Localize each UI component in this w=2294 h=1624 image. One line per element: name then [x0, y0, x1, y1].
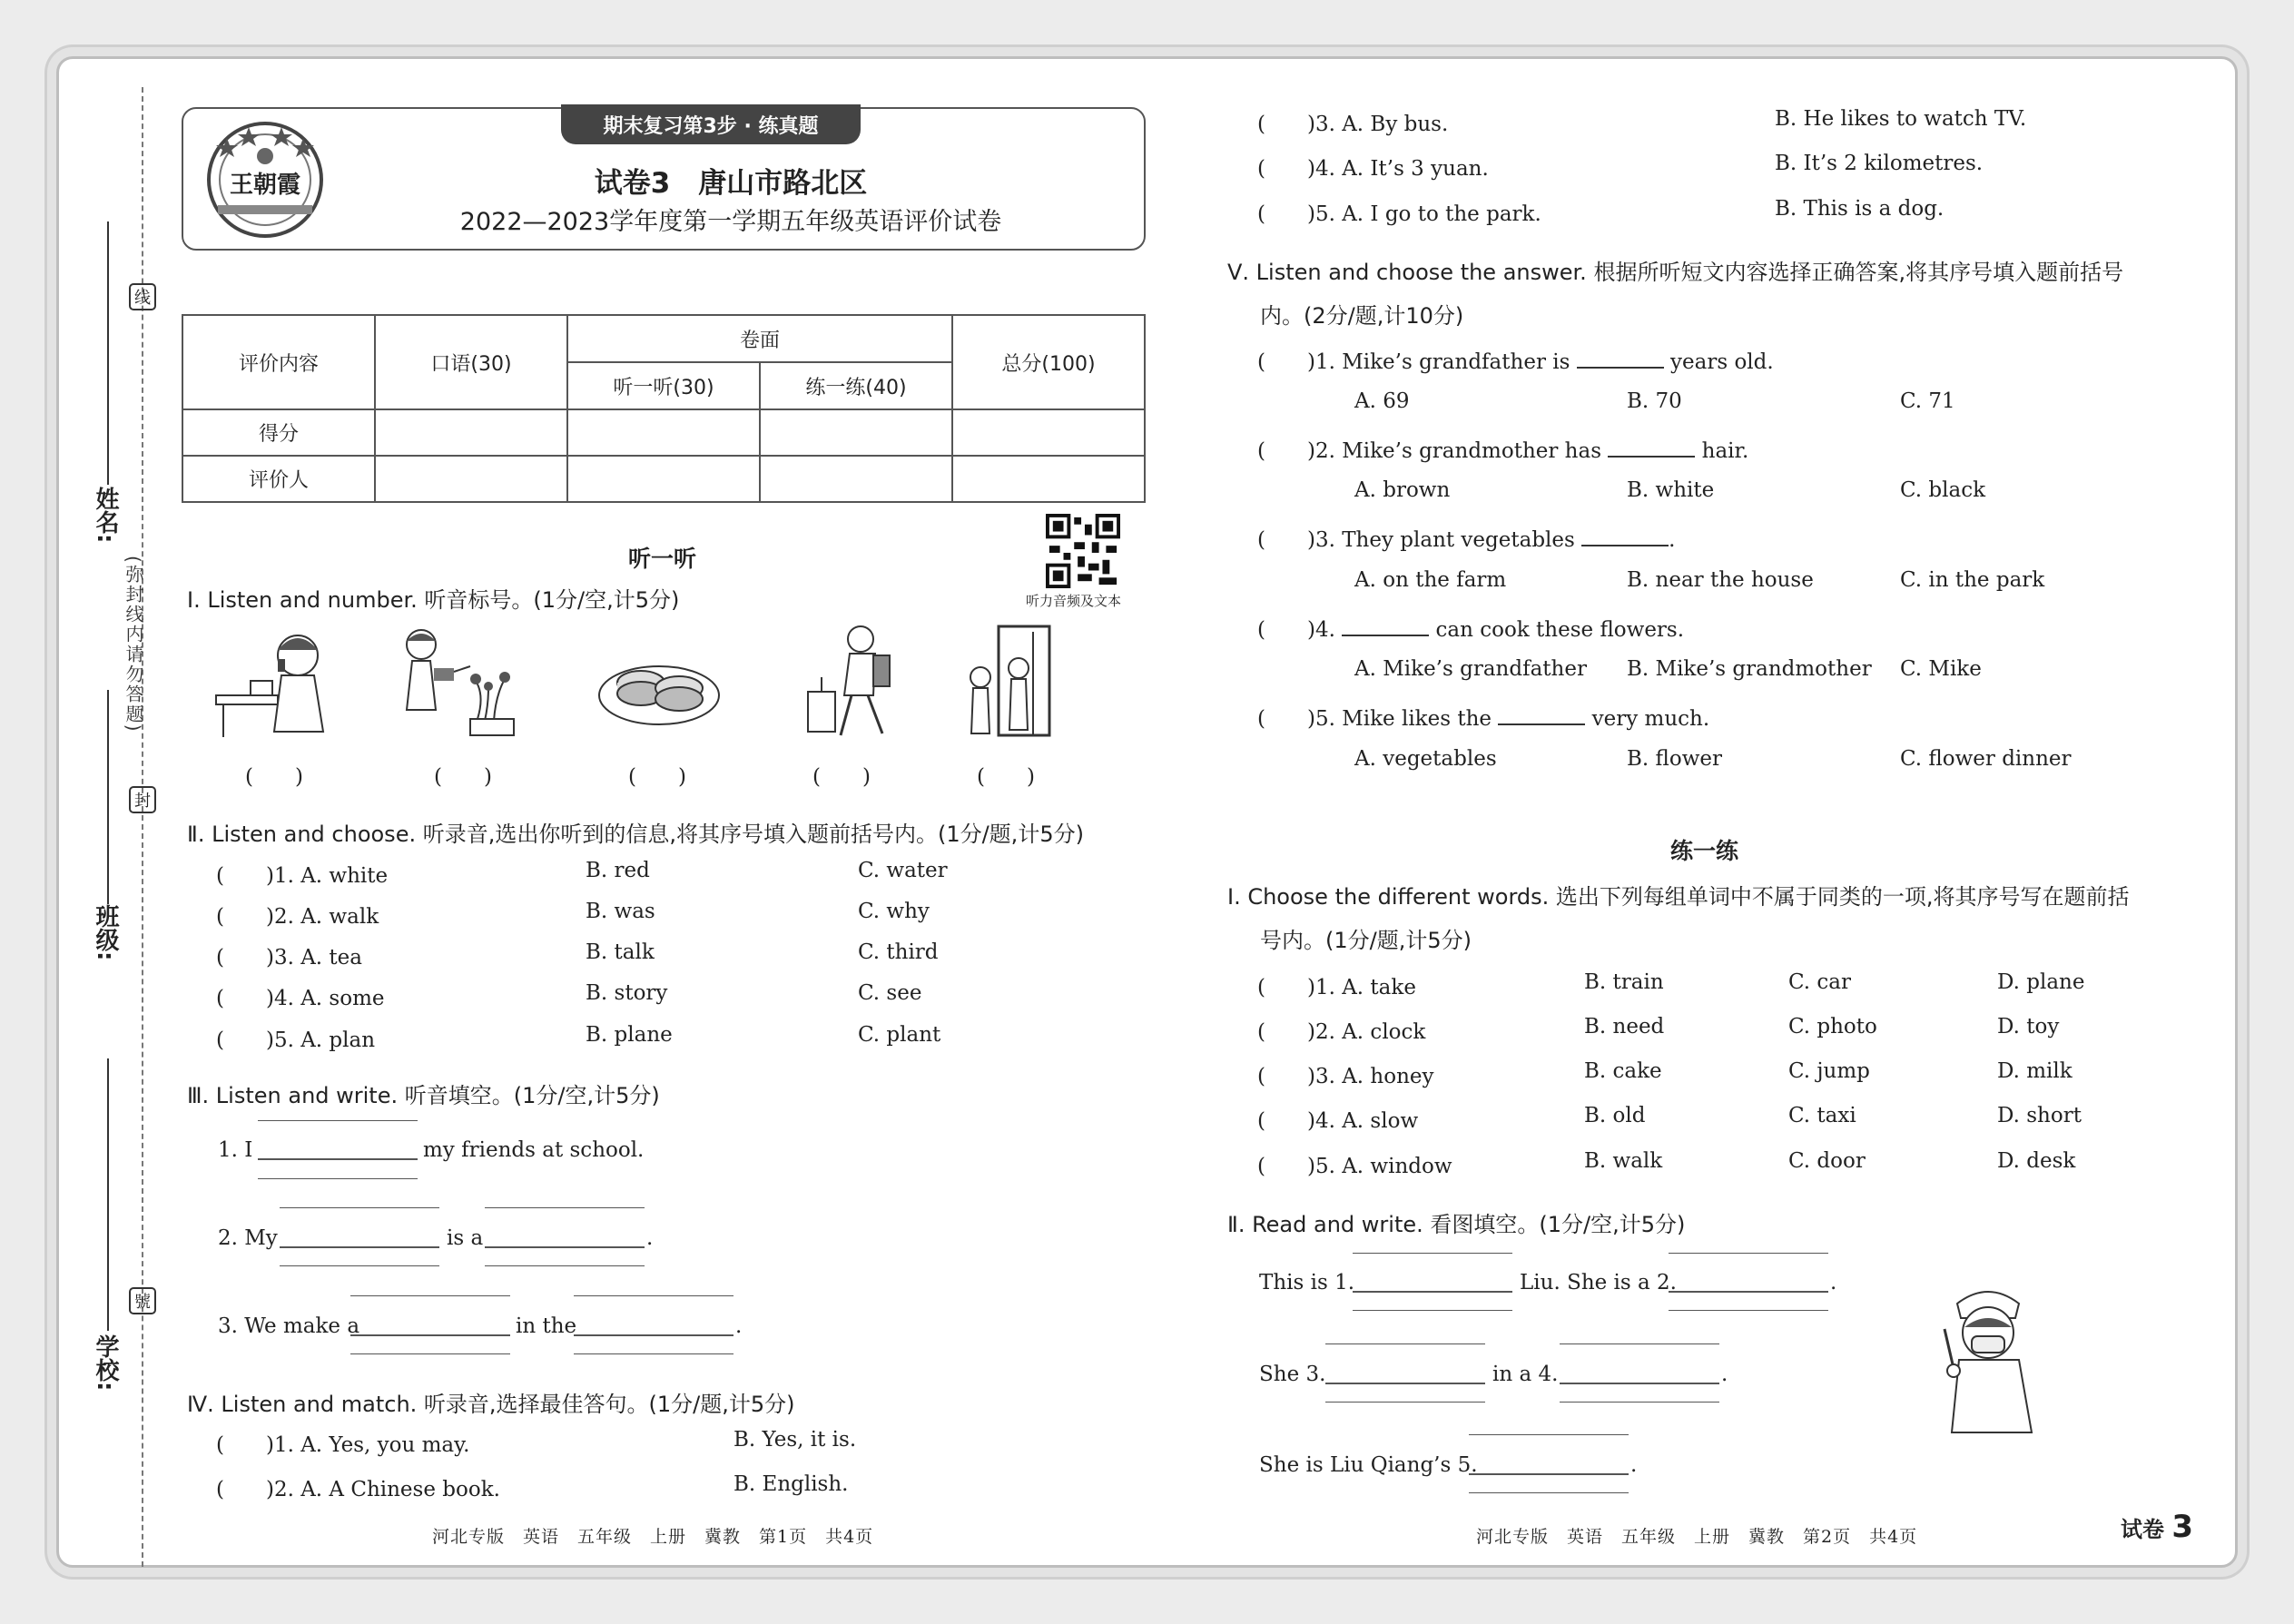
guide-line [1325, 1402, 1485, 1403]
number-mark: 號 [129, 1287, 156, 1314]
p2-l1-end: . [1830, 1271, 1837, 1294]
col-content: 评价内容 [182, 315, 375, 409]
s3-q3-end: . [735, 1314, 743, 1338]
col-practice: 练一练(40) [760, 362, 952, 409]
boy-watering-picture [394, 623, 521, 741]
guide-line [574, 1353, 733, 1354]
s4-q5[interactable]: ( )5. A. I go to the park. [1257, 202, 1541, 226]
s5-q1-b: B. 70 [1627, 389, 1682, 413]
s2-q3-b: B. talk [586, 940, 655, 964]
guide-line [1560, 1343, 1719, 1344]
s5-q1-blank[interactable] [1577, 352, 1664, 369]
s4-q1-b: B. Yes, it is. [733, 1428, 857, 1452]
s5-q4-a: A. Mike’s grandfather [1354, 657, 1587, 681]
school-label: 学校: [92, 1334, 119, 1392]
guide-line [1669, 1310, 1828, 1311]
paper-title: 试卷3 唐山市路北区 [594, 167, 868, 200]
kids-at-door-picture [962, 623, 1062, 741]
s3-q1-start: 1. I [218, 1138, 253, 1162]
s5-q2-b: B. white [1627, 478, 1715, 502]
guide-line [1560, 1402, 1719, 1403]
seal-mark: 封 [129, 786, 156, 813]
s5-q5-b: B. flower [1627, 747, 1723, 771]
s5-q4-blank[interactable] [1342, 620, 1429, 636]
p2-blank-3[interactable] [1325, 1383, 1485, 1384]
score-cell[interactable] [760, 409, 952, 456]
logo-text: 王朝霞 [229, 172, 301, 199]
p2-blank-2[interactable] [1669, 1291, 1828, 1293]
guide-line [350, 1295, 510, 1296]
s3-q1-end: my friends at school. [423, 1138, 645, 1162]
p2-l1-start: This is 1. [1259, 1271, 1355, 1294]
s4-q4-b: B. It’s 2 kilometres. [1775, 152, 1984, 175]
s2-q4-b: B. story [586, 981, 668, 1005]
p1-q1-d: D. plane [1997, 970, 2085, 994]
s5-q3-a: A. on the farm [1354, 568, 1507, 592]
nurse-picture [1925, 1282, 2052, 1436]
col-total: 总分(100) [952, 315, 1145, 409]
p2-l2-end: . [1721, 1363, 1728, 1386]
guide-line [1353, 1310, 1512, 1311]
p1-q1-b: B. train [1584, 970, 1664, 994]
paper-subtitle: 2022—2023学年度第一学期五年级英语评价试卷 [459, 208, 1002, 236]
rater-cell[interactable] [760, 456, 952, 502]
s3-q3-blank-1[interactable] [350, 1334, 510, 1336]
mooncakes-picture [596, 641, 723, 732]
s3-q3-mid: in the [516, 1314, 577, 1338]
listen-s4-title: Ⅳ. Listen and match. 听录音,选择最佳答句。(1分/题,计5分) [187, 1392, 795, 1417]
p2-blank-5[interactable] [1469, 1473, 1629, 1475]
p1-q1-c: C. car [1788, 970, 1851, 994]
s5-q3[interactable]: ( )3. They plant vegetables . [1257, 528, 1676, 552]
guide-line [280, 1207, 439, 1208]
s5-q2-a: A. brown [1354, 478, 1451, 502]
s2-q1-b: B. red [586, 859, 650, 882]
guide-line [350, 1353, 510, 1354]
guide-line [1469, 1434, 1629, 1435]
s5-q4-c: C. Mike [1900, 657, 1982, 681]
p1-q1[interactable]: ( )1. A. take [1257, 976, 1416, 999]
s2-q5[interactable]: ( )5. A. plan [216, 1029, 376, 1052]
row-score: 得分 [182, 409, 375, 456]
s4-q3-b: B. He likes to watch TV. [1775, 107, 2027, 131]
publisher-logo [202, 116, 329, 241]
p1-q5-b: B. walk [1584, 1149, 1663, 1173]
guide-line [1353, 1253, 1512, 1254]
row-rater: 评价人 [182, 456, 375, 502]
s5-q3-b: B. near the house [1627, 568, 1814, 592]
guide-line [574, 1295, 733, 1296]
s2-q2[interactable]: ( )2. A. walk [216, 905, 379, 929]
guide-line [1325, 1343, 1485, 1344]
s2-q1[interactable]: ( )1. A. white [216, 864, 389, 888]
s2-q5-c: C. plant [858, 1023, 941, 1047]
answer-bracket[interactable]: ( ) [434, 765, 492, 789]
s5-q1-a: A. 69 [1354, 389, 1410, 413]
qr-code-icon[interactable] [1046, 514, 1120, 588]
p1-q2-b: B. need [1584, 1015, 1665, 1038]
s4-q2-b: B. English. [733, 1472, 849, 1496]
girl-phone-picture [214, 623, 341, 741]
listen-s3-title: Ⅲ. Listen and write. 听音填空。(1分/空,计5分) [187, 1083, 660, 1108]
qr-caption: 听力音频及文本 [1026, 593, 1122, 609]
guide-line [1469, 1492, 1629, 1493]
guide-line [485, 1265, 645, 1266]
s4-q3[interactable]: ( )3. A. By bus. [1257, 113, 1449, 136]
name-blank[interactable] [107, 221, 109, 485]
p2-l3-end: . [1630, 1453, 1638, 1477]
rater-cell[interactable] [567, 456, 760, 502]
s4-q5-b: B. This is a dog. [1775, 197, 1944, 221]
listen-s2-title: Ⅱ. Listen and choose. 听录音,选出你听到的信息,将其序号填入题前括号内。(1分/题,计5分) [187, 822, 1084, 847]
rater-cell[interactable] [952, 456, 1145, 502]
s3-q2-start: 2. My [218, 1226, 278, 1250]
p1-q4[interactable]: ( )4. A. slow [1257, 1109, 1419, 1133]
p1-q3-b: B. cake [1584, 1059, 1662, 1083]
p1-q4-b: B. old [1584, 1104, 1646, 1127]
s5-q5[interactable]: ( )5. Mike likes the very much. [1257, 707, 1710, 731]
p1-q4-c: C. taxi [1788, 1104, 1856, 1127]
listen-heading: 听一听 [628, 546, 697, 572]
p1-q3-c: C. jump [1788, 1059, 1870, 1083]
guide-line [485, 1207, 645, 1208]
name-label: 姓名: [92, 487, 119, 544]
s2-q5-b: B. plane [586, 1023, 673, 1047]
s5-q3-blank[interactable] [1581, 530, 1669, 546]
s3-q2-mid: is a [447, 1226, 484, 1250]
p1-q3[interactable]: ( )3. A. honey [1257, 1065, 1434, 1088]
p2-blank-1[interactable] [1353, 1291, 1512, 1293]
p1-q2[interactable]: ( )2. A. clock [1257, 1020, 1426, 1044]
practice-s1-title-1: Ⅰ. Choose the different words. 选出下列每组单词中不属于同类的一项,将其序号写在题前括 [1227, 884, 2130, 910]
s2-q2-c: C. why [858, 900, 930, 923]
school-blank[interactable] [107, 1058, 109, 1331]
s5-q1[interactable]: ( )1. Mike’s grandfather is years old. [1257, 350, 1774, 374]
guide-line [258, 1120, 418, 1121]
s2-q2-b: B. was [586, 900, 655, 923]
s5-q2-c: C. black [1900, 478, 1986, 502]
s2-q3-c: C. third [858, 940, 939, 964]
s3-q2-end: . [646, 1226, 654, 1250]
s5-q1-c: C. 71 [1900, 389, 1955, 413]
p1-q4-d: D. short [1997, 1104, 2082, 1127]
p2-l3-start: She is Liu Qiang’s 5. [1259, 1453, 1478, 1477]
listen-s5-title-2: 内。(2分/题,计10分) [1260, 303, 1464, 329]
s5-q3-c: C. in the park [1900, 568, 2045, 592]
listen-s1-title: Ⅰ. Listen and number. 听音标号。(1分/空,计5分) [187, 587, 680, 613]
guide-line [258, 1178, 418, 1179]
answer-bracket[interactable]: ( ) [812, 765, 871, 789]
p1-q2-c: C. photo [1788, 1015, 1877, 1038]
p1-q5[interactable]: ( )5. A. window [1257, 1155, 1452, 1178]
s3-q1-blank[interactable] [258, 1158, 418, 1160]
s2-q4-c: C. see [858, 981, 922, 1005]
p1-q5-c: C. door [1788, 1149, 1866, 1173]
footer-right: 河北专版 英语 五年级 上册 冀教 第2页 共4页 [1476, 1527, 1918, 1547]
s3-q3-blank-2[interactable] [574, 1334, 733, 1336]
col-listen: 听一听(30) [567, 362, 760, 409]
p2-l2-mid: in a 4. [1492, 1363, 1559, 1386]
score-cell[interactable] [952, 409, 1145, 456]
footer-left: 河北专版 英语 五年级 上册 冀教 第1页 共4页 [432, 1527, 874, 1547]
class-blank[interactable] [107, 690, 109, 904]
p2-blank-4[interactable] [1560, 1383, 1719, 1384]
p2-l2-start: She 3. [1259, 1363, 1326, 1386]
s2-q1-c: C. water [858, 859, 948, 882]
p1-q3-d: D. milk [1997, 1059, 2072, 1083]
class-label: 班级: [92, 904, 119, 961]
guide-line [1669, 1253, 1828, 1254]
s3-q2-blank-2[interactable] [485, 1246, 645, 1248]
p1-q5-d: D. desk [1997, 1149, 2076, 1173]
s5-q5-blank[interactable] [1498, 709, 1585, 725]
listen-s5-title-1: Ⅴ. Listen and choose the answer. 根据所听短文内容选择正确答案,将其序号填入题前括号 [1227, 260, 2124, 285]
paper-tag: 试卷 3 [2121, 1509, 2194, 1545]
practice-s1-title-2: 号内。(1分/题,计5分) [1260, 928, 1472, 953]
p1-q2-d: D. toy [1997, 1015, 2060, 1038]
s3-q3-start: 3. We make a [218, 1314, 360, 1338]
traveler-suitcase-picture [802, 623, 902, 741]
p2-l1-mid: Liu. She is a 2. [1520, 1271, 1677, 1294]
review-step-ribbon: 期末复习第3步 · 练真题 [561, 104, 861, 144]
s4-q2[interactable]: ( )2. A. A Chinese book. [216, 1478, 500, 1501]
s5-q2[interactable]: ( )2. Mike’s grandmother has hair. [1257, 439, 1749, 463]
rater-cell[interactable] [375, 456, 567, 502]
s5-q2-blank[interactable] [1608, 441, 1695, 458]
s2-q3[interactable]: ( )3. A. tea [216, 946, 362, 969]
col-oral: 口语(30) [375, 315, 567, 409]
s5-q5-c: C. flower dinner [1900, 747, 2072, 771]
answer-bracket[interactable]: ( ) [245, 765, 303, 789]
score-cell[interactable] [567, 409, 760, 456]
line-mark: 线 [129, 283, 156, 310]
binding-note: (弥封线内请勿答题) [123, 556, 144, 733]
s5-q4[interactable]: ( )4. can cook these flowers. [1257, 618, 1685, 642]
practice-heading: 练一练 [1670, 838, 1739, 864]
s3-q2-blank-1[interactable] [280, 1246, 439, 1248]
col-paper: 卷面 [567, 315, 952, 362]
s5-q5-a: A. vegetables [1354, 747, 1497, 771]
score-table [182, 314, 1146, 503]
s5-q4-b: B. Mike’s grandmother [1627, 657, 1872, 681]
guide-line [280, 1265, 439, 1266]
s4-q4[interactable]: ( )4. A. It’s 3 yuan. [1257, 157, 1489, 181]
score-cell[interactable] [375, 409, 567, 456]
practice-s2-title: Ⅱ. Read and write. 看图填空。(1分/空,计5分) [1227, 1212, 1686, 1237]
s2-q4[interactable]: ( )4. A. some [216, 987, 385, 1010]
answer-bracket[interactable]: ( ) [977, 765, 1035, 789]
answer-bracket[interactable]: ( ) [628, 765, 686, 789]
s4-q1[interactable]: ( )1. A. Yes, you may. [216, 1433, 470, 1457]
